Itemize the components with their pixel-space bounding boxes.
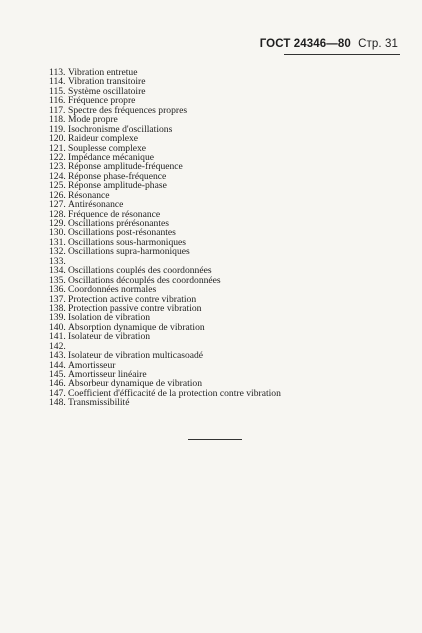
term-number: 138. [49, 302, 66, 314]
term-text: Réponse amplitude-fréquence [68, 161, 183, 173]
term-text: Protection active contre vibration [68, 293, 197, 305]
term-number: 118. [49, 114, 66, 126]
end-divider [188, 439, 242, 440]
term-number: 140. [49, 321, 66, 333]
term-item [49, 247, 281, 256]
term-number: 114. [49, 76, 66, 88]
term-number: 144. [49, 359, 66, 371]
term-number: 117. [49, 104, 66, 116]
term-text: Isolateur de vibration [68, 331, 151, 343]
term-number: 141. [49, 331, 66, 343]
term-number: 142. [49, 340, 66, 352]
term-text: Vibration transitoire [68, 76, 146, 88]
term-text: Coordonnées normales [68, 284, 157, 296]
term-item [49, 332, 281, 341]
term-text: Réponse phase-fréquence [68, 170, 167, 182]
term-number: 148. [49, 397, 66, 409]
term-text: Mode propre [68, 114, 118, 126]
page-header [260, 38, 398, 50]
term-text: Résonance [68, 189, 110, 201]
term-number: 124. [49, 170, 66, 182]
term-text: Raideur complexe [68, 133, 139, 145]
term-number: 143. [49, 350, 66, 362]
term-number: 139. [49, 312, 66, 324]
term-list [49, 68, 281, 408]
term-number: 116. [49, 95, 66, 107]
term-text: Amortisseur linéaire [68, 369, 147, 380]
term-number: 136. [49, 284, 66, 296]
term-text: Souplesse complexe [68, 142, 147, 154]
term-text: Oscillations découplés des coordonnées [68, 274, 221, 286]
term-item [49, 398, 281, 407]
term-number: 133. [49, 255, 66, 267]
term-number: 127. [49, 199, 66, 211]
term-text: Spectre des fréquences propres [68, 104, 188, 116]
term-text: Absorption dynamique de vibration [68, 321, 205, 333]
term-text: Absorbeur dynamique de vibration [68, 378, 203, 390]
term-number: 147. [49, 387, 66, 399]
term-text: Oscillations post-résonantes [68, 227, 176, 239]
term-text: Isolation de vibration [68, 312, 151, 324]
term-number: 129. [49, 218, 66, 229]
term-text: Transmissibilité [68, 397, 130, 409]
term-number: 126. [49, 189, 66, 201]
term-number: 125. [49, 180, 66, 192]
term-number: 145. [49, 369, 66, 380]
page-number: Стр. 31 [358, 38, 398, 50]
term-number: 137. [49, 293, 66, 305]
term-text: Coefficient d'éfficacité de la protection contre vibration [68, 387, 281, 399]
term-text: Isolateur de vibration multicasoadé [68, 350, 204, 362]
term-text: Fréquence propre [68, 95, 136, 107]
term-text: Impédance mécanique [68, 151, 155, 163]
term-number: 120. [49, 133, 66, 145]
term-text: Oscillations sous-harmoniques [68, 236, 187, 248]
term-text: Oscillations prérésonantes [68, 218, 169, 229]
term-number: 115. [49, 85, 66, 97]
term-text: Oscillations couplés des coordonnées [68, 265, 212, 277]
term-number: 146. [49, 378, 66, 390]
term-number: 134. [49, 265, 66, 277]
term-text: Antirésonance [68, 199, 124, 211]
term-text: Fréquence de résonance [68, 208, 161, 220]
term-number: 113. [49, 67, 66, 78]
term-text: Protection passive contre vibration [68, 302, 202, 314]
term-text: Isochronisme d'oscillations [68, 123, 173, 135]
term-text: Amortisseur [68, 359, 116, 371]
term-text: Oscillations supra-harmoniques [68, 246, 190, 258]
term-text: Vibration entretue [68, 67, 138, 78]
term-text: Système oscillatoire [68, 85, 146, 97]
header-underline [284, 54, 400, 55]
term-number: 123. [49, 161, 66, 173]
term-number: 132. [49, 246, 66, 258]
term-number: 119. [49, 123, 66, 135]
standard-number: ГОСТ 24346—80 [259, 38, 351, 50]
term-number: 135. [49, 274, 66, 286]
term-number: 128. [49, 208, 66, 220]
term-number: 122. [49, 151, 66, 163]
term-text: Réponse amplitude-phase [68, 180, 167, 192]
term-number: 131. [49, 236, 66, 248]
term-number: 121. [49, 142, 66, 154]
term-number: 130. [49, 227, 66, 239]
